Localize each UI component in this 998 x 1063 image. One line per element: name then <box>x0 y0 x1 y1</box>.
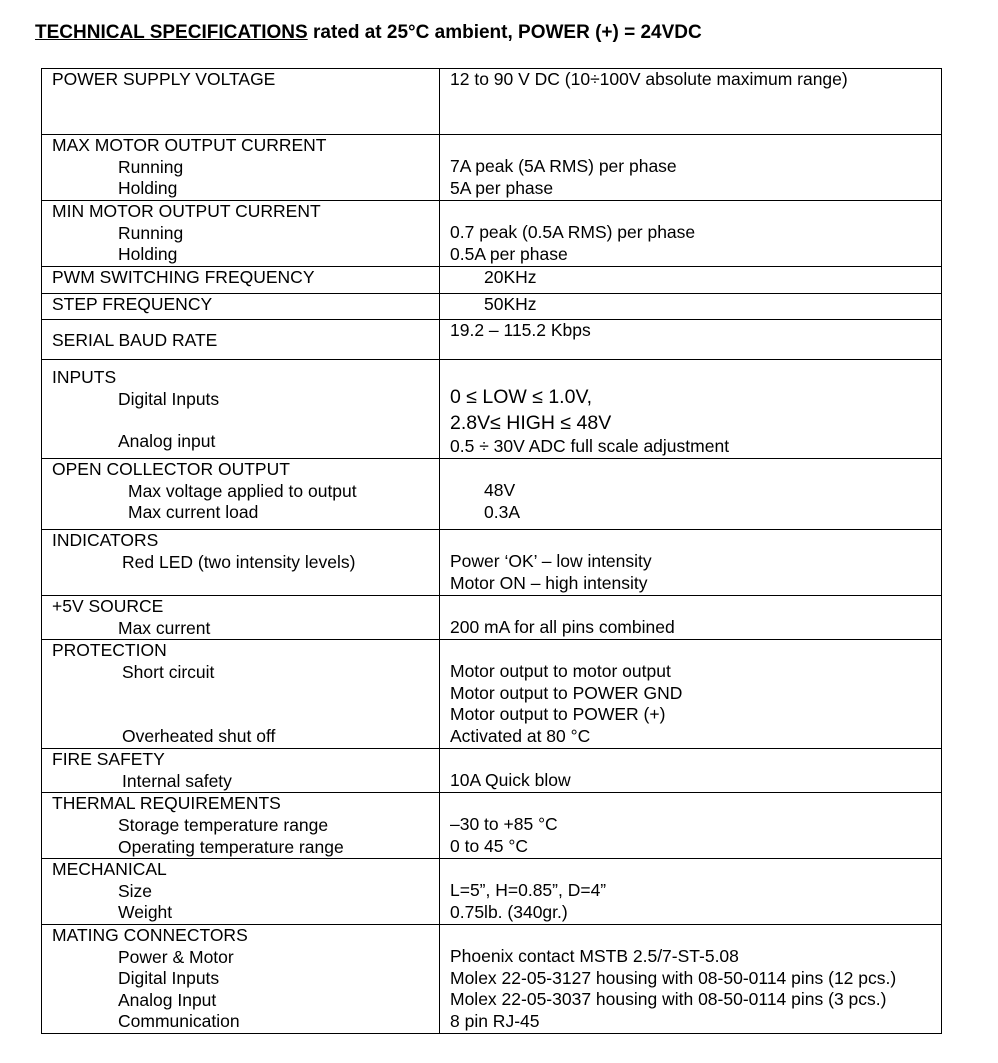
row-value: Motor ON – high intensity <box>450 572 648 593</box>
row-value: Power ‘OK’ – low intensity <box>450 551 652 571</box>
spacer <box>450 596 937 617</box>
row-value: 0.5A per phase <box>450 243 568 264</box>
value-cell <box>440 135 942 201</box>
label-cell <box>42 640 440 749</box>
value-cell <box>440 201 942 267</box>
value-cell <box>440 69 942 135</box>
sub-label: Storage temperature range <box>118 814 329 835</box>
row-supply <box>42 69 942 135</box>
row-label: +5V SOURCE <box>52 596 164 616</box>
row-label: STEP FREQUENCY <box>52 294 213 314</box>
row-step <box>42 294 942 320</box>
row-value: 200 mA for all pins combined <box>450 617 675 637</box>
row-pwm <box>42 267 942 294</box>
value-cell <box>440 294 942 320</box>
row-protection <box>42 640 942 749</box>
row-label: INPUTS <box>52 367 117 387</box>
spacer <box>450 201 937 222</box>
row-value: Activated at 80 °C <box>450 725 591 746</box>
row-value: 0 ≤ LOW ≤ 1.0V, <box>450 386 593 408</box>
row-value: 5A per phase <box>450 177 554 198</box>
row-value: L=5”, H=0.85”, D=4” <box>450 880 607 901</box>
sub-label: Running <box>118 156 184 177</box>
spacer <box>52 683 435 726</box>
page-title <box>35 22 702 44</box>
row-fire <box>42 749 942 793</box>
label-cell <box>42 69 440 135</box>
label-cell <box>42 320 440 360</box>
value-cell <box>440 640 942 749</box>
label-cell <box>42 749 440 793</box>
value-cell <box>440 267 942 294</box>
sub-label: Analog Input <box>118 989 217 1010</box>
row-label: POWER SUPPLY VOLTAGE <box>52 69 276 89</box>
sub-label: Running <box>118 222 184 243</box>
row-value: –30 to +85 °C <box>450 814 558 835</box>
row-value: Phoenix contact MSTB 2.5/7-ST-5.08 <box>450 945 739 966</box>
value-cell <box>440 596 942 640</box>
sub-label: Max voltage applied to output <box>128 480 357 501</box>
spacer <box>52 410 435 431</box>
row-value: 10A Quick blow <box>450 770 571 791</box>
row-max-current <box>42 135 942 201</box>
row-value: 2.8V≤ HIGH ≤ 48V <box>450 412 612 434</box>
sub-label: Holding <box>118 178 178 199</box>
sub-label: Digital Inputs <box>118 388 220 409</box>
value-cell <box>440 859 942 925</box>
spacer <box>450 859 937 880</box>
sub-label: Size <box>118 880 153 901</box>
label-cell <box>42 859 440 925</box>
row-value: Motor output to POWER (+) <box>450 704 666 725</box>
label-cell <box>42 135 440 201</box>
sub-label: Holding <box>118 244 178 265</box>
label-cell <box>42 596 440 640</box>
sub-label: Internal safety <box>122 770 232 791</box>
sub-label: Communication <box>118 1011 240 1032</box>
sub-label: Digital Inputs <box>118 968 220 989</box>
value-cell <box>440 924 942 1033</box>
row-value: 0.3A <box>484 501 520 522</box>
row-label: MATING CONNECTORS <box>52 924 248 945</box>
row-indicators <box>42 530 942 596</box>
sub-label: Red LED (two intensity levels) <box>122 551 356 572</box>
row-label: SERIAL BAUD RATE <box>52 330 218 350</box>
label-cell <box>42 201 440 267</box>
row-value: 48V <box>484 480 516 500</box>
label-cell <box>42 530 440 596</box>
sub-label: Short circuit <box>122 661 215 682</box>
label-cell <box>42 793 440 859</box>
sub-label: Power & Motor <box>118 946 234 967</box>
row-value: 0.5 ÷ 30V ADC full scale adjustment <box>450 436 730 456</box>
row-label: MAX MOTOR OUTPUT CURRENT <box>52 135 327 155</box>
row-value: 19.2 – 115.2 Kbps <box>450 320 591 340</box>
sub-label: Weight <box>118 902 173 923</box>
value-cell <box>440 459 942 530</box>
row-oc-output <box>42 459 942 530</box>
row-mechanical <box>42 859 942 925</box>
row-value: 20KHz <box>484 267 537 287</box>
sub-label: Analog input <box>118 431 216 452</box>
spacer <box>450 530 937 551</box>
row-value: 0.7 peak (0.5A RMS) per phase <box>450 222 696 242</box>
row-value: 50KHz <box>484 294 537 314</box>
row-connectors <box>42 924 942 1033</box>
value-cell <box>440 793 942 859</box>
row-label: MECHANICAL <box>52 859 167 880</box>
value-cell <box>440 320 942 360</box>
row-value: 0 to 45 °C <box>450 835 529 856</box>
row-thermal <box>42 793 942 859</box>
row-baud <box>42 320 942 360</box>
row-label: INDICATORS <box>52 530 159 550</box>
spacer <box>450 749 937 770</box>
row-value: Motor output to POWER GND <box>450 682 683 703</box>
spacer <box>450 640 937 661</box>
label-cell <box>42 924 440 1033</box>
row-source <box>42 596 942 640</box>
row-value: 12 to 90 V DC (10÷100V absolute maximum range) <box>450 69 848 89</box>
spacer <box>450 793 937 814</box>
row-value: 8 pin RJ-45 <box>450 1010 540 1031</box>
spec-table <box>41 68 942 1034</box>
row-label: FIRE SAFETY <box>52 749 165 770</box>
row-min-current <box>42 201 942 267</box>
label-cell <box>42 360 440 459</box>
row-label: PWM SWITCHING FREQUENCY <box>52 267 315 287</box>
label-cell <box>42 294 440 320</box>
sub-label: Max current <box>118 617 211 638</box>
row-label: OPEN COLLECTOR OUTPUT <box>52 459 290 479</box>
row-label: PROTECTION <box>52 640 167 661</box>
row-value: Molex 22-05-3037 housing with 08-50-0114 pins (3 pcs.) <box>450 989 887 1010</box>
row-value: Molex 22-05-3127 housing with 08-50-0114 pins (12 pcs.) <box>450 967 897 988</box>
title-rest: rated at 25°C ambient, POWER (+) = 24VDC <box>307 22 702 43</box>
row-value: Motor output to motor output <box>450 661 671 682</box>
value-cell <box>440 749 942 793</box>
row-label: MIN MOTOR OUTPUT CURRENT <box>52 201 321 221</box>
spacer <box>450 459 937 480</box>
row-inputs <box>42 360 942 459</box>
spacer <box>450 925 937 946</box>
sub-label: Overheated shut off <box>122 726 276 747</box>
sub-label: Max current load <box>128 502 259 523</box>
row-value: 7A peak (5A RMS) per phase <box>450 156 677 176</box>
title-underlined: TECHNICAL SPECIFICATIONS <box>35 22 308 43</box>
value-cell <box>440 530 942 596</box>
spacer <box>450 135 937 156</box>
label-cell <box>42 459 440 530</box>
row-value: 0.75lb. (340gr.) <box>450 901 568 922</box>
sub-label: Operating temperature range <box>118 836 344 857</box>
value-cell <box>440 360 942 459</box>
row-label: THERMAL REQUIREMENTS <box>52 793 281 814</box>
label-cell <box>42 267 440 294</box>
